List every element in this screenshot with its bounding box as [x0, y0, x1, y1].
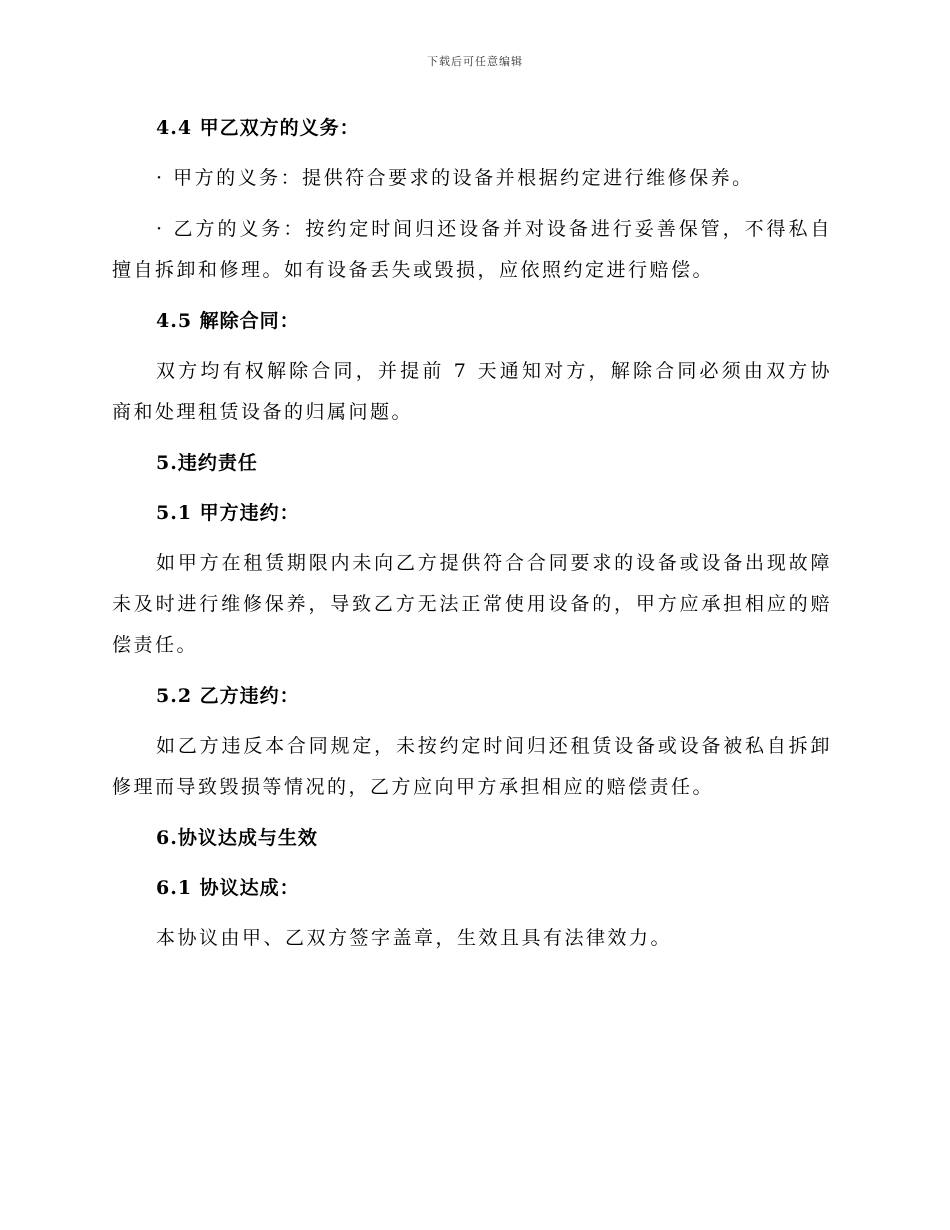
paragraph-party-b-breach: 如乙方违反本合同规定，未按约定时间归还租赁设备或设备被私自拆卸修理而导致毁损等情况的，乙方应向甲方承担相应的赔偿责任。 — [112, 735, 832, 798]
heading-6-1: 6.1 协议达成： — [156, 877, 300, 899]
page-header: 下载后可任意编辑 — [427, 55, 523, 68]
heading-5-1: 5.1 甲方违约： — [156, 502, 300, 524]
paragraph-contract-termination: 双方均有权解除合同，并提前 7 天通知对方，解除合同必须由双方协商和处理租赁设备的归属问题。 — [112, 360, 832, 423]
paragraph-party-a-obligations: · 甲方的义务：提供符合要求的设备并根据约定进行维修保养。 — [156, 167, 754, 189]
heading-4-5: 4.5 解除合同： — [156, 310, 300, 332]
paragraph-party-b-obligations: · 乙方的义务：按约定时间归还设备并对设备进行妥善保管，不得私自擅自拆卸和修理。如有设备丢失或毁损，应依照约定进行赔偿。 — [112, 218, 832, 281]
document-body — [112, 108, 832, 959]
heading-5-2: 5.2 乙方违约： — [156, 685, 300, 707]
paragraph-party-a-breach: 如甲方在租赁期限内未向乙方提供符合合同要求的设备或设备出现故障未及时进行维修保养，导致乙方无法正常使用设备的，甲方应承担相应的赔偿责任。 — [112, 552, 832, 656]
heading-4-4: 4.4 甲乙双方的义务： — [156, 117, 360, 139]
paragraph-agreement-reached: 本协议由甲、乙双方签字盖章，生效且具有法律效力。 — [156, 927, 673, 949]
heading-5: 5.违约责任 — [156, 452, 258, 474]
heading-6: 6.协议达成与生效 — [156, 827, 318, 849]
